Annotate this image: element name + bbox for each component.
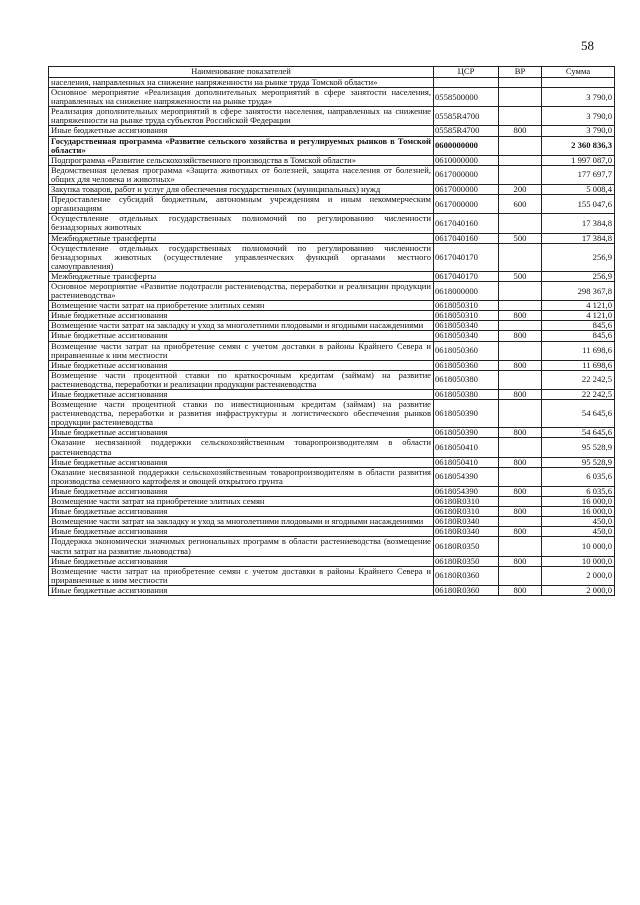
cell-vr: 800	[499, 360, 542, 370]
cell-name: Иные бюджетные ассигнования	[49, 360, 434, 370]
cell-name: Возмещение части затрат на приобретение семян с учетом доставки в районы Крайнего Севера и приравненные к ним местности	[49, 341, 434, 360]
cell-name: Иные бюджетные ассигнования	[49, 390, 434, 400]
cell-vr	[499, 341, 542, 360]
table-row	[49, 243, 615, 271]
cell-csr: 0610000000	[434, 155, 499, 165]
table-row	[49, 214, 615, 233]
cell-vr	[499, 467, 542, 486]
cell-vr: 800	[499, 585, 542, 595]
cell-csr: 0618050410	[434, 457, 499, 467]
table-row	[49, 486, 615, 496]
cell-csr: 0618050360	[434, 360, 499, 370]
table-row	[49, 311, 615, 321]
cell-sum: 256,9	[542, 271, 615, 281]
cell-name: Осуществление отдельных государственных полномочий по регулированию численности безнадзорных животных	[49, 214, 434, 233]
cell-csr: 0618050360	[434, 341, 499, 360]
cell-sum: 17 384,8	[542, 214, 615, 233]
table-row	[49, 370, 615, 389]
cell-csr: 0617040160	[434, 214, 499, 233]
cell-sum: 450,0	[542, 527, 615, 537]
cell-sum: 17 384,8	[542, 233, 615, 243]
cell-csr: 0618050380	[434, 370, 499, 389]
cell-sum: 6 035,6	[542, 467, 615, 486]
cell-sum: 10 000,0	[542, 556, 615, 566]
cell-csr: 0618050390	[434, 428, 499, 438]
cell-vr: 800	[499, 556, 542, 566]
cell-name: Осуществление отдельных государственных полномочий по регулированию численности безнадзорных животных (осуществление управленческих функций органами местного самоуправления)	[49, 243, 434, 271]
cell-name: населения, направленных на снижение напряженности на рынке труда Томской области»	[49, 78, 434, 88]
cell-sum: 298 367,8	[542, 281, 615, 300]
cell-vr: 500	[499, 233, 542, 243]
cell-csr: 0617040170	[434, 271, 499, 281]
table-row	[49, 467, 615, 486]
cell-csr: 0617000000	[434, 195, 499, 214]
cell-csr: 0617000000	[434, 185, 499, 195]
cell-vr: 800	[499, 126, 542, 136]
cell-sum: 22 242,5	[542, 370, 615, 389]
cell-sum: 54 645,6	[542, 400, 615, 428]
cell-sum: 10 000,0	[542, 537, 615, 556]
cell-sum: 6 035,6	[542, 486, 615, 496]
cell-name: Возмещение части затрат на приобретение семян с учетом доставки в районы Крайнего Севера и приравненные к ним местности	[49, 566, 434, 585]
cell-vr: 800	[499, 527, 542, 537]
cell-name: Иные бюджетные ассигнования	[49, 331, 434, 341]
cell-vr: 800	[499, 331, 542, 341]
table-row	[49, 107, 615, 126]
cell-sum: 54 645,6	[542, 428, 615, 438]
table-row	[49, 78, 615, 88]
cell-name: Возмещение части процентной ставки по краткосрочным кредитам (займам) на развитие растениеводства, переработки и реализации продукции растениеводства	[49, 370, 434, 389]
cell-csr: 0558500000	[434, 88, 499, 107]
cell-csr: 0618050340	[434, 331, 499, 341]
cell-vr	[499, 537, 542, 556]
cell-sum: 845,6	[542, 321, 615, 331]
cell-sum: 845,6	[542, 331, 615, 341]
table-row	[49, 497, 615, 507]
cell-csr: 0617040160	[434, 233, 499, 243]
cell-name: Иные бюджетные ассигнования	[49, 585, 434, 595]
cell-csr: 0618050410	[434, 438, 499, 457]
table-row	[49, 400, 615, 428]
cell-sum: 177 697,7	[542, 165, 615, 184]
cell-name: Иные бюджетные ассигнования	[49, 428, 434, 438]
cell-sum: 256,9	[542, 243, 615, 271]
cell-sum: 2 000,0	[542, 566, 615, 585]
cell-sum: 22 242,5	[542, 390, 615, 400]
cell-name: Возмещение части затрат на приобретение элитных семян	[49, 301, 434, 311]
cell-sum: 3 790,0	[542, 126, 615, 136]
table-row	[49, 136, 615, 155]
cell-csr: 06180R0310	[434, 507, 499, 517]
table-row	[49, 185, 615, 195]
cell-vr	[499, 78, 542, 88]
cell-name: Подпрограмма «Развитие сельскохозяйственного производства в Томской области»	[49, 155, 434, 165]
cell-name: Основное мероприятие «Реализация дополнительных мероприятий в сфере занятости населения, направленных на снижение напряженности на рынке труда»	[49, 88, 434, 107]
cell-vr: 800	[499, 428, 542, 438]
cell-vr	[499, 517, 542, 527]
cell-csr: 0600000000	[434, 136, 499, 155]
cell-vr: 600	[499, 195, 542, 214]
cell-name: Иные бюджетные ассигнования	[49, 507, 434, 517]
cell-vr	[499, 301, 542, 311]
cell-name: Оказание несвязанной поддержки сельскохозяйственным товаропроизводителям в области растениеводства	[49, 438, 434, 457]
cell-sum: 11 698,6	[542, 341, 615, 360]
cell-csr: 06180R0310	[434, 497, 499, 507]
table-row	[49, 195, 615, 214]
cell-name: Закупка товаров, работ и услуг для обеспечения государственных (муниципальных) нужд	[49, 185, 434, 195]
cell-csr: 06180R0350	[434, 556, 499, 566]
cell-csr: 0617040170	[434, 243, 499, 271]
cell-sum: 5 008,4	[542, 185, 615, 195]
cell-vr	[499, 497, 542, 507]
page-number: 58	[581, 38, 594, 53]
cell-vr: 800	[499, 311, 542, 321]
cell-vr	[499, 214, 542, 233]
table-row	[49, 271, 615, 281]
cell-name: Государственная программа «Развитие сельского хозяйства и регулируемых рынков в Томской области»	[49, 136, 434, 155]
table-row	[49, 341, 615, 360]
table-row	[49, 281, 615, 300]
cell-vr	[499, 566, 542, 585]
cell-vr	[499, 370, 542, 389]
cell-vr: 800	[499, 457, 542, 467]
cell-sum: 2 360 836,3	[542, 136, 615, 155]
cell-csr	[434, 78, 499, 88]
table-row	[49, 457, 615, 467]
cell-csr: 0618050380	[434, 390, 499, 400]
cell-csr: 0618054390	[434, 486, 499, 496]
header-sum: Сумма	[542, 67, 615, 78]
cell-sum: 11 698,6	[542, 360, 615, 370]
table-row	[49, 585, 615, 595]
cell-sum: 3 790,0	[542, 88, 615, 107]
cell-csr: 0618054390	[434, 467, 499, 486]
cell-vr: 200	[499, 185, 542, 195]
cell-name: Ведомственная целевая программа «Защита животных от болезней, защита населения от болезней, общих для человека и животных»	[49, 165, 434, 184]
table-row	[49, 527, 615, 537]
cell-vr: 800	[499, 507, 542, 517]
cell-name: Возмещение части процентной ставки по инвестиционным кредитам (займам) на развитие растениеводства, переработки и развития инфраструктуры и логистического обеспечения рынков продукции растениеводства	[49, 400, 434, 428]
table-row	[49, 321, 615, 331]
table-row	[49, 428, 615, 438]
cell-csr: 06180R0360	[434, 566, 499, 585]
cell-csr: 0618050390	[434, 400, 499, 428]
cell-sum: 2 000,0	[542, 585, 615, 595]
cell-sum: 155 047,6	[542, 195, 615, 214]
cell-name: Иные бюджетные ассигнования	[49, 527, 434, 537]
cell-name: Иные бюджетные ассигнования	[49, 457, 434, 467]
table-row	[49, 438, 615, 457]
table-row	[49, 507, 615, 517]
cell-vr	[499, 321, 542, 331]
table-header-row	[49, 67, 615, 78]
table-body	[49, 78, 615, 596]
cell-name: Иные бюджетные ассигнования	[49, 126, 434, 136]
table-row	[49, 360, 615, 370]
budget-table	[48, 66, 615, 596]
cell-sum: 4 121,0	[542, 301, 615, 311]
cell-name: Возмещение части затрат на приобретение элитных семян	[49, 497, 434, 507]
table-row	[49, 566, 615, 585]
cell-csr: 0618050310	[434, 311, 499, 321]
cell-name: Поддержка экономически значимых региональных программ в области растениеводства (возмещение части затрат на развитие льноводства)	[49, 537, 434, 556]
cell-vr: 800	[499, 390, 542, 400]
cell-vr	[499, 243, 542, 271]
cell-csr: 05585R4700	[434, 126, 499, 136]
cell-csr: 0618000000	[434, 281, 499, 300]
cell-csr: 06180R0360	[434, 585, 499, 595]
cell-vr	[499, 400, 542, 428]
cell-csr: 06180R0340	[434, 517, 499, 527]
cell-vr: 800	[499, 486, 542, 496]
cell-name: Иные бюджетные ассигнования	[49, 556, 434, 566]
table-row	[49, 517, 615, 527]
cell-sum: 3 790,0	[542, 107, 615, 126]
cell-csr: 06180R0340	[434, 527, 499, 537]
cell-sum: 95 528,9	[542, 438, 615, 457]
table-row	[49, 233, 615, 243]
cell-sum: 4 121,0	[542, 311, 615, 321]
table-row	[49, 331, 615, 341]
table-row	[49, 88, 615, 107]
cell-vr	[499, 155, 542, 165]
cell-vr	[499, 438, 542, 457]
cell-name: Межбюджетные трансферты	[49, 271, 434, 281]
cell-name: Предоставление субсидий бюджетным, автономным учреждениям и иным некоммерческим организациям	[49, 195, 434, 214]
cell-csr: 06180R0350	[434, 537, 499, 556]
cell-name: Иные бюджетные ассигнования	[49, 311, 434, 321]
cell-csr: 0618050310	[434, 301, 499, 311]
table-row	[49, 155, 615, 165]
table-row	[49, 126, 615, 136]
table-row	[49, 390, 615, 400]
header-csr: ЦСР	[434, 67, 499, 78]
cell-sum: 95 528,9	[542, 457, 615, 467]
cell-vr	[499, 88, 542, 107]
cell-vr	[499, 136, 542, 155]
cell-vr	[499, 107, 542, 126]
cell-vr	[499, 165, 542, 184]
cell-name: Иные бюджетные ассигнования	[49, 486, 434, 496]
table-row	[49, 301, 615, 311]
header-name: Наименование показателей	[49, 67, 434, 78]
cell-csr: 0617000000	[434, 165, 499, 184]
cell-sum	[542, 78, 615, 88]
table-row	[49, 556, 615, 566]
table-row	[49, 537, 615, 556]
cell-name: Возмещение части затрат на закладку и уход за многолетними плодовыми и ягодными насаждениями	[49, 321, 434, 331]
cell-name: Реализация дополнительных мероприятий в сфере занятости населения, направленных на снижение напряженности на рынке труда субъектов Российской Федерации	[49, 107, 434, 126]
cell-csr: 0618050340	[434, 321, 499, 331]
cell-vr: 500	[499, 271, 542, 281]
cell-csr: 05585R4700	[434, 107, 499, 126]
table-row	[49, 165, 615, 184]
cell-sum: 16 000,0	[542, 507, 615, 517]
cell-vr	[499, 281, 542, 300]
cell-sum: 1 997 087,0	[542, 155, 615, 165]
header-vr: ВР	[499, 67, 542, 78]
cell-name: Оказание несвязанной поддержки сельскохозяйственным товаропроизводителям в области развития производства семенного картофеля и овощей открытого грунта	[49, 467, 434, 486]
cell-name: Основное мероприятие «Развитие подотрасли растениеводства, переработки и реализации продукции растениеводства»	[49, 281, 434, 300]
cell-sum: 450,0	[542, 517, 615, 527]
cell-name: Возмещение части затрат на закладку и уход за многолетними плодовыми и ягодными насаждениями	[49, 517, 434, 527]
cell-name: Межбюджетные трансферты	[49, 233, 434, 243]
cell-sum: 16 000,0	[542, 497, 615, 507]
